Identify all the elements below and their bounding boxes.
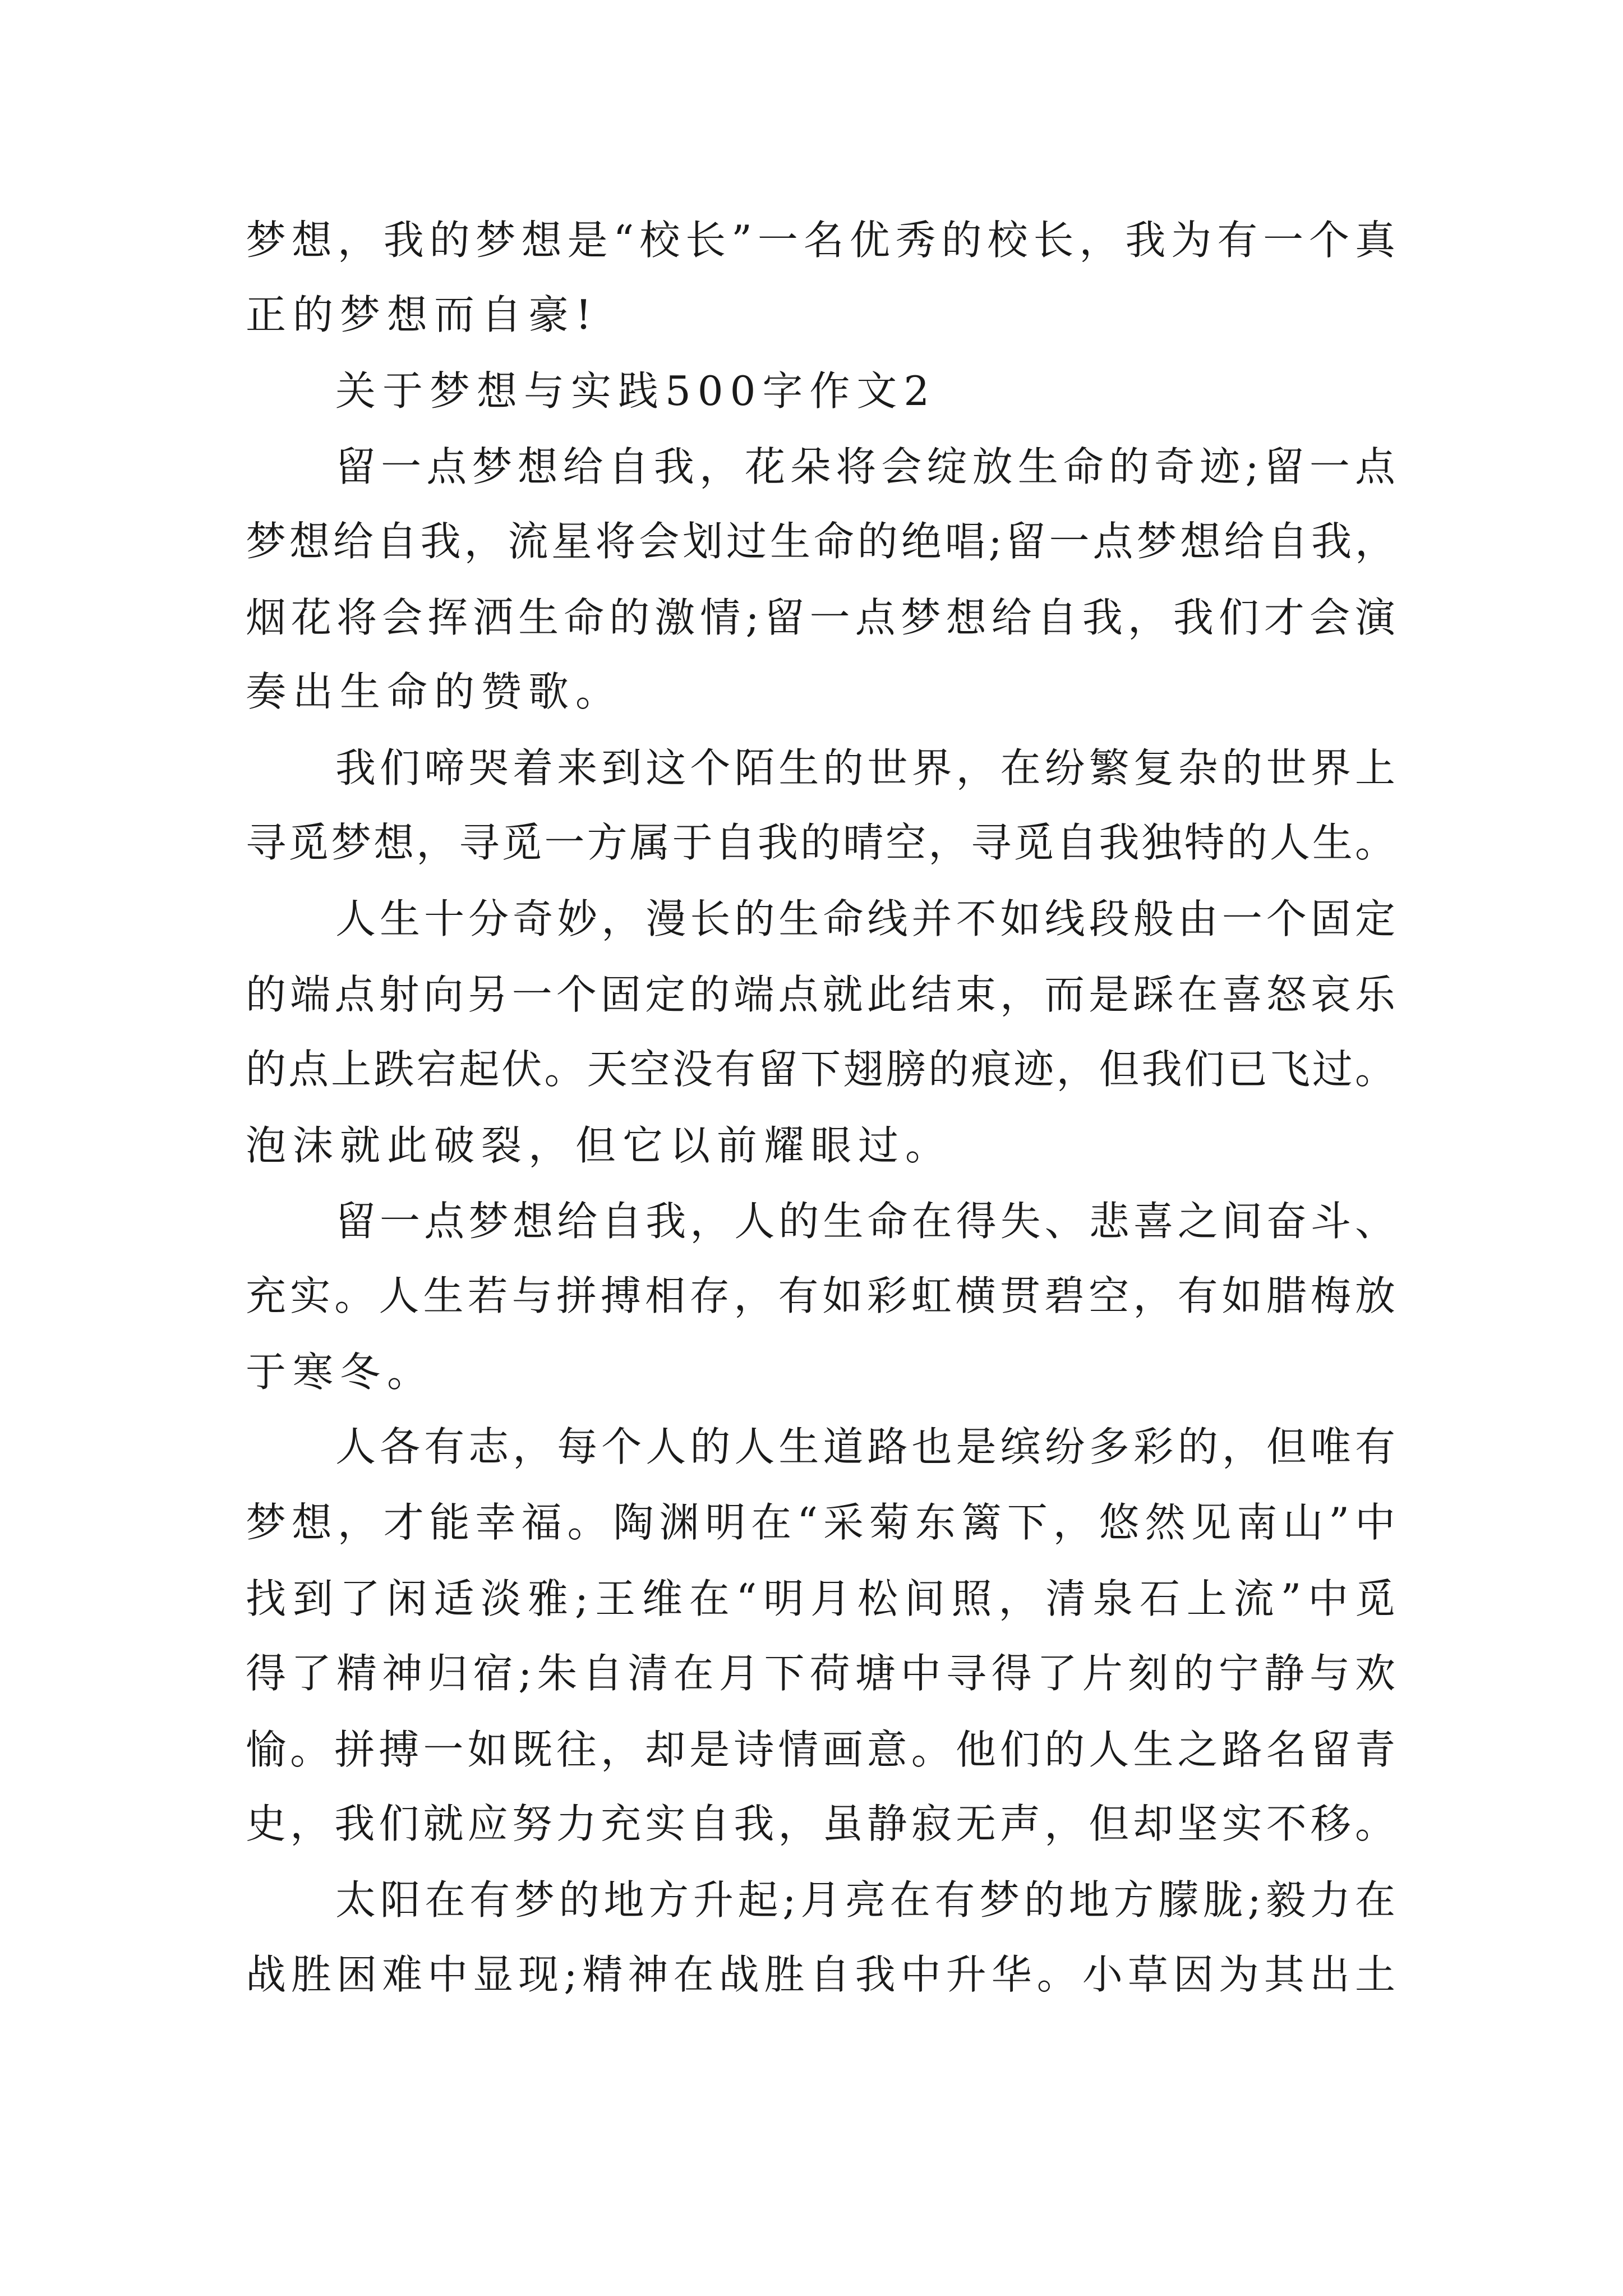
text-line: 梦想给自我，流星将会划过生命的绝唱;留一点梦想给自我，: [246, 518, 1395, 565]
text-line: 于寒冬。: [246, 1349, 435, 1396]
text-line: 得了精神归宿;朱自清在月下荷塘中寻得了片刻的宁静与欢: [246, 1650, 1395, 1697]
text-line: 泡沫就此破裂，但它以前耀眼过。: [246, 1122, 953, 1169]
text-line: 人各有志，每个人的人生道路也是缤纷多彩的，但唯有: [335, 1423, 1395, 1470]
text-line: 太阳在有梦的地方升起;月亮在有梦的地方朦胧;毅力在: [335, 1876, 1395, 1924]
text-line: 充实。人生若与拼搏相存，有如彩虹横贯碧空，有如腊梅放: [246, 1272, 1395, 1319]
text-line: 寻觅梦想，寻觅一方属于自我的晴空，寻觅自我独特的人生。: [246, 819, 1395, 866]
section-heading: 关于梦想与实践500字作文2: [335, 367, 937, 415]
text-line: 人生十分奇妙，漫长的生命线并不如线段般由一个固定: [335, 895, 1395, 942]
text-line: 的点上跌宕起伏。天空没有留下翅膀的痕迹，但我们已飞过。: [246, 1046, 1395, 1093]
text-line: 正的梦想而自豪!: [246, 291, 598, 338]
text-line: 我们啼哭着来到这个陌生的世界，在纷繁复杂的世界上: [335, 744, 1395, 792]
text-line: 烟花将会挥洒生命的激情;留一点梦想给自我，我们才会演: [246, 594, 1395, 641]
text-line: 战胜困难中显现;精神在战胜自我中升华。小草因为其出土: [246, 1951, 1395, 1998]
text-line: 找到了闲适淡雅;王维在“明月松间照，清泉石上流”中觅: [246, 1575, 1395, 1622]
text-line: 史，我们就应努力充实自我，虽静寂无声，但却坚实不移。: [246, 1800, 1395, 1847]
text-line: 奏出生命的赞歌。: [246, 668, 623, 715]
text-line: 的端点射向另一个固定的端点就此结束，而是踩在喜怒哀乐: [246, 971, 1395, 1018]
text-line: 梦想，才能幸福。陶渊明在“采菊东篱下，悠然见南山”中: [246, 1499, 1395, 1546]
text-line: 梦想，我的梦想是“校长”一名优秀的校长，我为有一个真: [246, 217, 1395, 264]
text-line: 留一点梦想给自我，人的生命在得失、悲喜之间奋斗、: [335, 1198, 1395, 1245]
text-line: 留一点梦想给自我，花朵将会绽放生命的奇迹;留一点: [335, 443, 1395, 490]
text-line: 愉。拼搏一如既往，却是诗情画意。他们的人生之路名留青: [246, 1726, 1395, 1773]
